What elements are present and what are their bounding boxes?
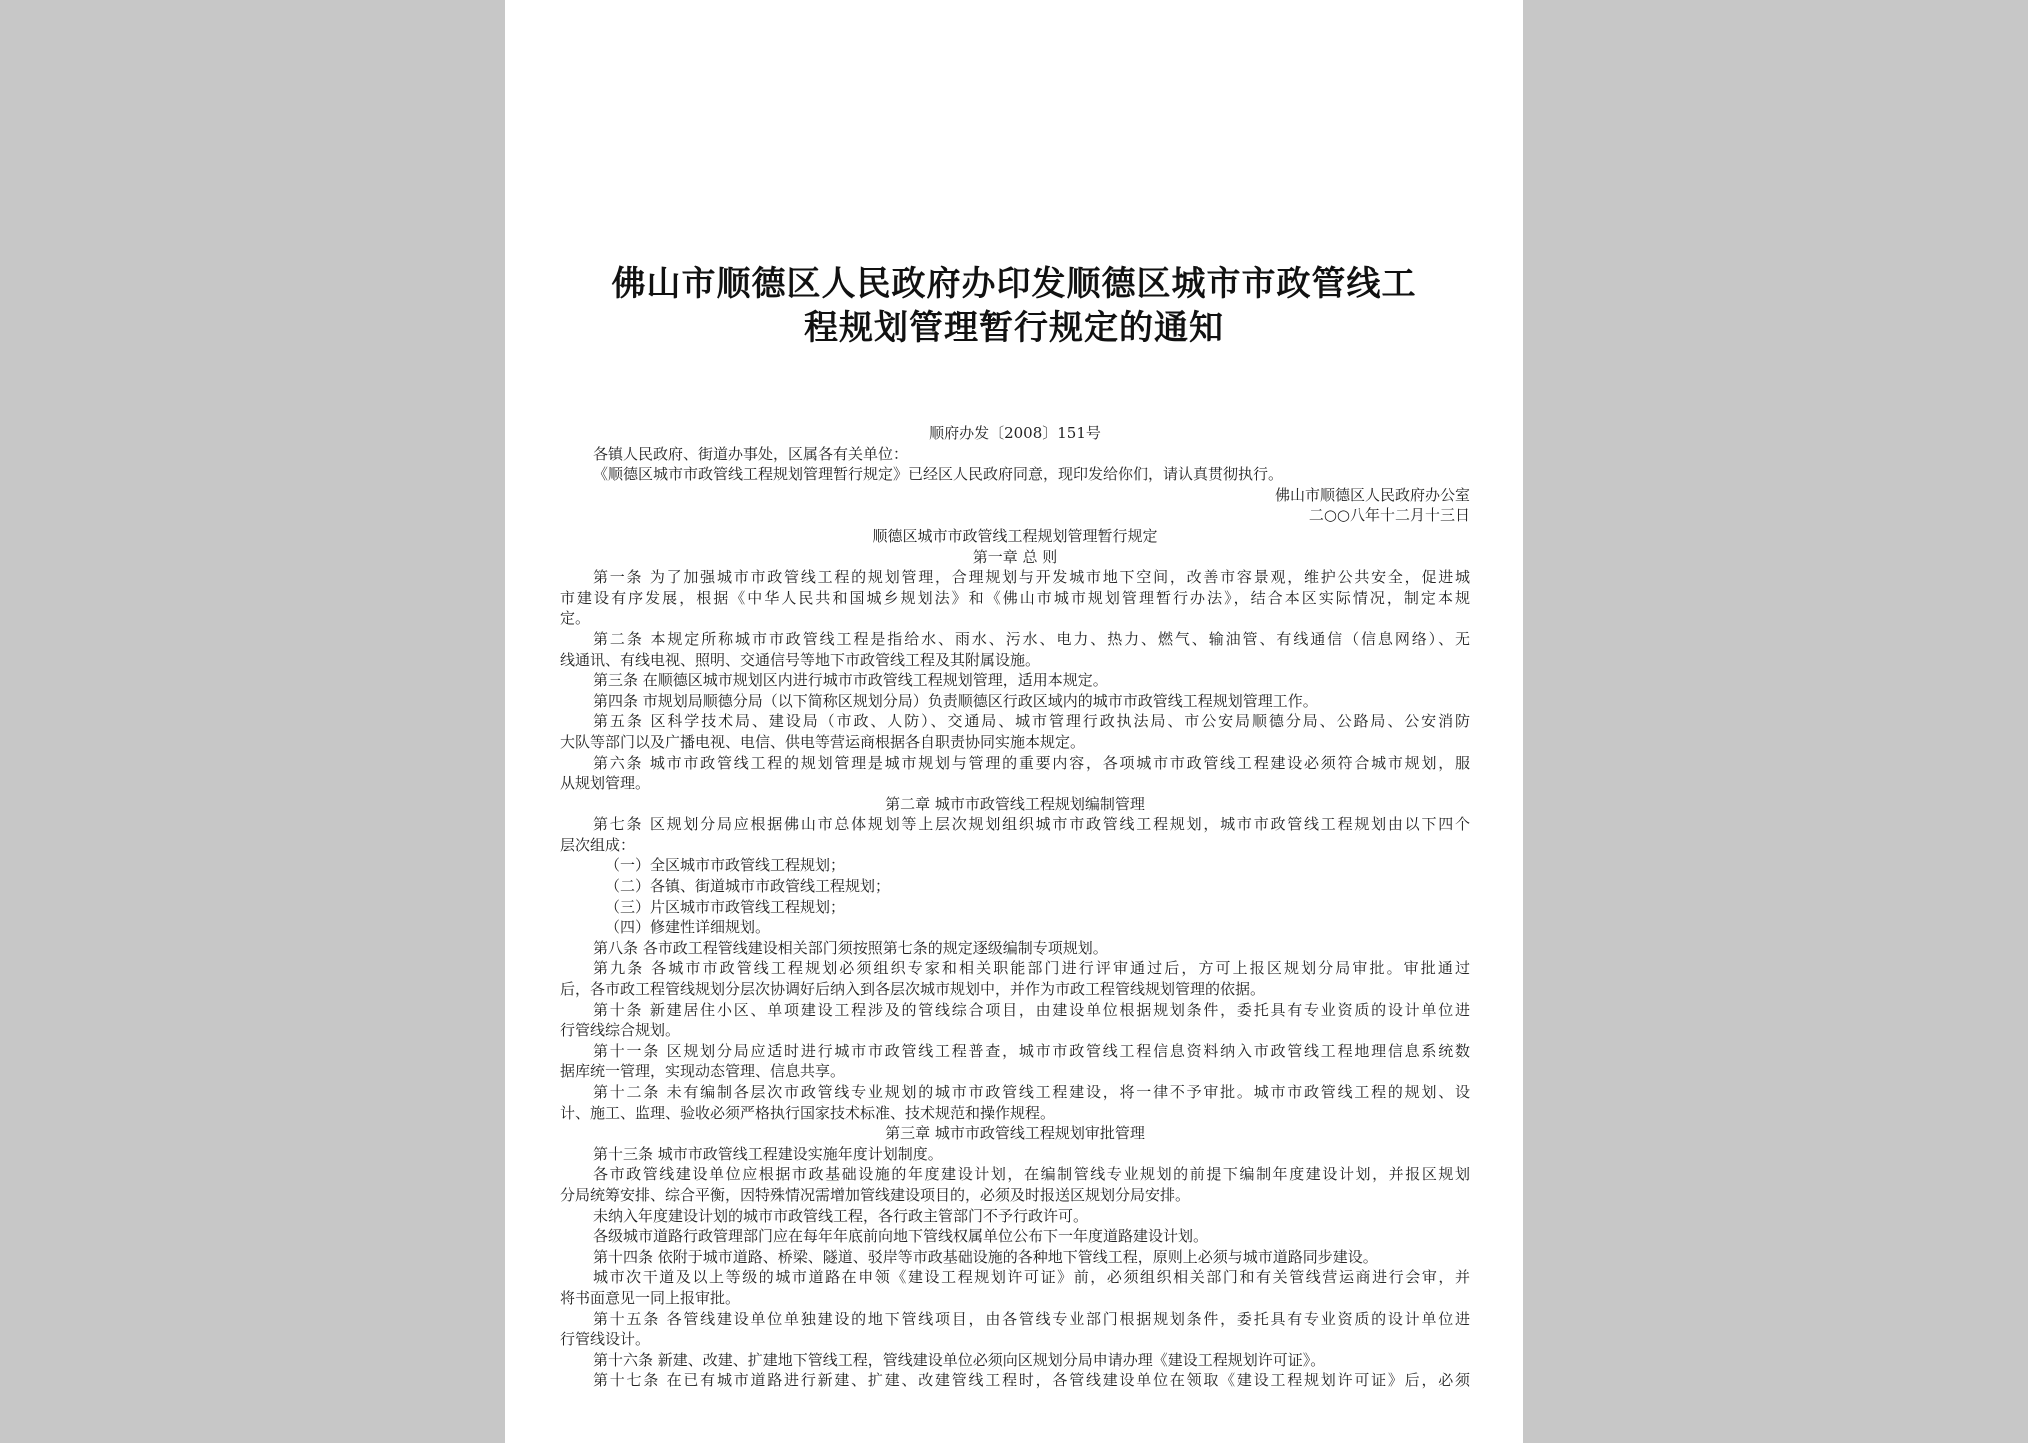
text-line: 据库统一管理，实现动态管理、信息共享。	[560, 1062, 846, 1081]
text-line: 第三章 城市市政管线工程规划审批管理	[885, 1124, 1145, 1143]
text-line: 层次组成：	[560, 835, 636, 854]
text-line: 二○○八年十二月十三日	[1308, 506, 1470, 525]
text-line: 第十六条 新建、改建、扩建地下管线工程，管线建设单位必须向区规划分局申请办理《建设工程规划许可证》。	[593, 1350, 1326, 1369]
text-line: 第六条 城市市政管线工程的规划管理是城市规划与管理的重要内容，各项城市市政管线工程建设必须符合城市规划，服	[593, 753, 1470, 772]
text-line: 后，各市政工程管线规划分层次协调好后纳入到各层次城市规划中，并作为市政工程管线规划管理的依据。	[560, 980, 1266, 999]
document-body	[560, 423, 1470, 1391]
text-line: 各镇人民政府、街道办事处，区属各有关单位：	[593, 444, 909, 463]
title-line: 佛山市顺德区人民政府办印发顺德区城市市政管线工	[611, 264, 1417, 304]
text-line: 第二条 本规定所称城市市政管线工程是指给水、雨水、污水、电力、热力、燃气、输油管、有线通信（信息网络）、无	[593, 629, 1470, 648]
text-line: 将书面意见一同上报审批。	[560, 1288, 741, 1307]
text-line: 第一条 为了加强城市市政管线工程的规划管理，合理规划与开发城市地下空间，改善市容景观，维护公共安全，促进城	[593, 568, 1470, 587]
text-line: 计、施工、监理、验收必须严格执行国家技术标准、技术规范和操作规程。	[560, 1103, 1056, 1122]
text-line: 大队等部门以及广播电视、电信、供电等营运商根据各自职责协同实施本规定。	[560, 732, 1086, 751]
text-line: 从规划管理。	[560, 774, 651, 793]
text-line: 顺府办发〔2008〕151号	[929, 424, 1101, 442]
text-line: （三）片区城市市政管线工程规划；	[605, 897, 846, 916]
text-line: 第十一条 区规划分局应适时进行城市市政管线工程普查，城市市政管线工程信息资料纳入市政管线工程地理信息系统数	[593, 1041, 1470, 1060]
text-line: 行管线设计。	[560, 1330, 651, 1349]
text-line: 第十七条 在已有城市道路进行新建、扩建、改建管线工程时，各管线建设单位在领取《建设工程规划许可证》后，必须	[593, 1371, 1470, 1390]
text-line: 《顺德区城市市政管线工程规划管理暂行规定》已经区人民政府同意，现印发给你们，请认真贯彻执行。	[593, 465, 1284, 484]
text-line: 线通讯、有线电视、照明、交通信号等地下市政管线工程及其附属设施。	[560, 650, 1041, 669]
text-line: 第九条 各城市市政管线工程规划必须组织专家和相关职能部门进行评审通过后，方可上报区规划分局审批。审批通过	[593, 959, 1470, 978]
text-line: 第二章 城市市政管线工程规划编制管理	[885, 794, 1145, 813]
text-line: 第三条 在顺德区城市规划区内进行城市市政管线工程规划管理，适用本规定。	[593, 671, 1108, 690]
text-line: 各级城市道路行政管理部门应在每年年底前向地下管线权属单位公布下一年度道路建设计划。	[593, 1227, 1209, 1246]
text-line: 城市次干道及以上等级的城市道路在申领《建设工程规划许可证》前，必须组织相关部门和有关管线营运商进行会审，并	[593, 1268, 1470, 1287]
title-line: 程规划管理暂行规定的通知	[804, 308, 1224, 348]
text-line: 第十二条 未有编制各层次市政管线专业规划的城市市政管线工程建设，将一律不予审批。城市市政管线工程的规划、设	[593, 1083, 1470, 1101]
text-line: 顺德区城市市政管线工程规划管理暂行规定	[872, 526, 1158, 545]
text-line: （四）修建性详细规划。	[605, 918, 771, 937]
text-line: （二）各镇、街道城市市政管线工程规划；	[605, 877, 891, 896]
text-line: 行管线综合规划。	[560, 1021, 681, 1040]
text-line: 市建设有序发展，根据《中华人民共和国城乡规划法》和《佛山市城市规划管理暂行办法》，结合本区实际情况，制定本规	[560, 588, 1470, 607]
text-line: 分局统筹安排、综合平衡，因特殊情况需增加管线建设项目的，必须及时报送区规划分局安排。	[560, 1185, 1191, 1204]
text-line: 第十四条 依附于城市道路、桥梁、隧道、驳岸等市政基础设施的各种地下管线工程，原则上必须与城市道路同步建设。	[593, 1247, 1378, 1266]
text-line: 各市政管线建设单位应根据市政基础设施的年度建设计划，在编制管线专业规划的前提下编制年度建设计划，并报区规划	[593, 1165, 1470, 1184]
text-line: 第十三条 城市市政管线工程建设实施年度计划制度。	[593, 1144, 943, 1163]
text-line: 第十条 新建居住小区、单项建设工程涉及的管线综合项目，由建设单位根据规划条件，委托具有专业资质的设计单位进	[593, 1000, 1470, 1019]
text-line: 第四条 市规划局顺德分局（以下简称区规划分局）负责顺德区行政区域内的城市市政管线工程规划管理工作。	[593, 691, 1318, 710]
text-line: 第八条 各市政工程管线建设相关部门须按照第七条的规定逐级编制专项规划。	[593, 938, 1108, 957]
text-line: 未纳入年度建设计划的城市市政管线工程，各行政主管部门不予行政许可。	[593, 1206, 1089, 1225]
text-line: 定。	[560, 609, 591, 628]
text-line: （一）全区城市市政管线工程规划；	[605, 856, 846, 875]
text-line: 第十五条 各管线建设单位单独建设的地下管线项目，由各管线专业部门根据规划条件，委托具有专业资质的设计单位进	[593, 1309, 1470, 1328]
text-line: 第五条 区科学技术局、建设局（市政、人防）、交通局、城市管理行政执法局、市公安局顺德分局、公路局、公安消防	[593, 712, 1470, 731]
text-line: 第七条 区规划分局应根据佛山市总体规划等上层次规划组织城市市政管线工程规划，城市市政管线工程规划由以下四个	[593, 815, 1470, 834]
text-line: 第一章 总 则	[972, 547, 1058, 566]
text-line: 佛山市顺德区人民政府办公室	[1274, 485, 1470, 504]
document-title	[505, 262, 1523, 350]
document-page	[505, 0, 1523, 1443]
